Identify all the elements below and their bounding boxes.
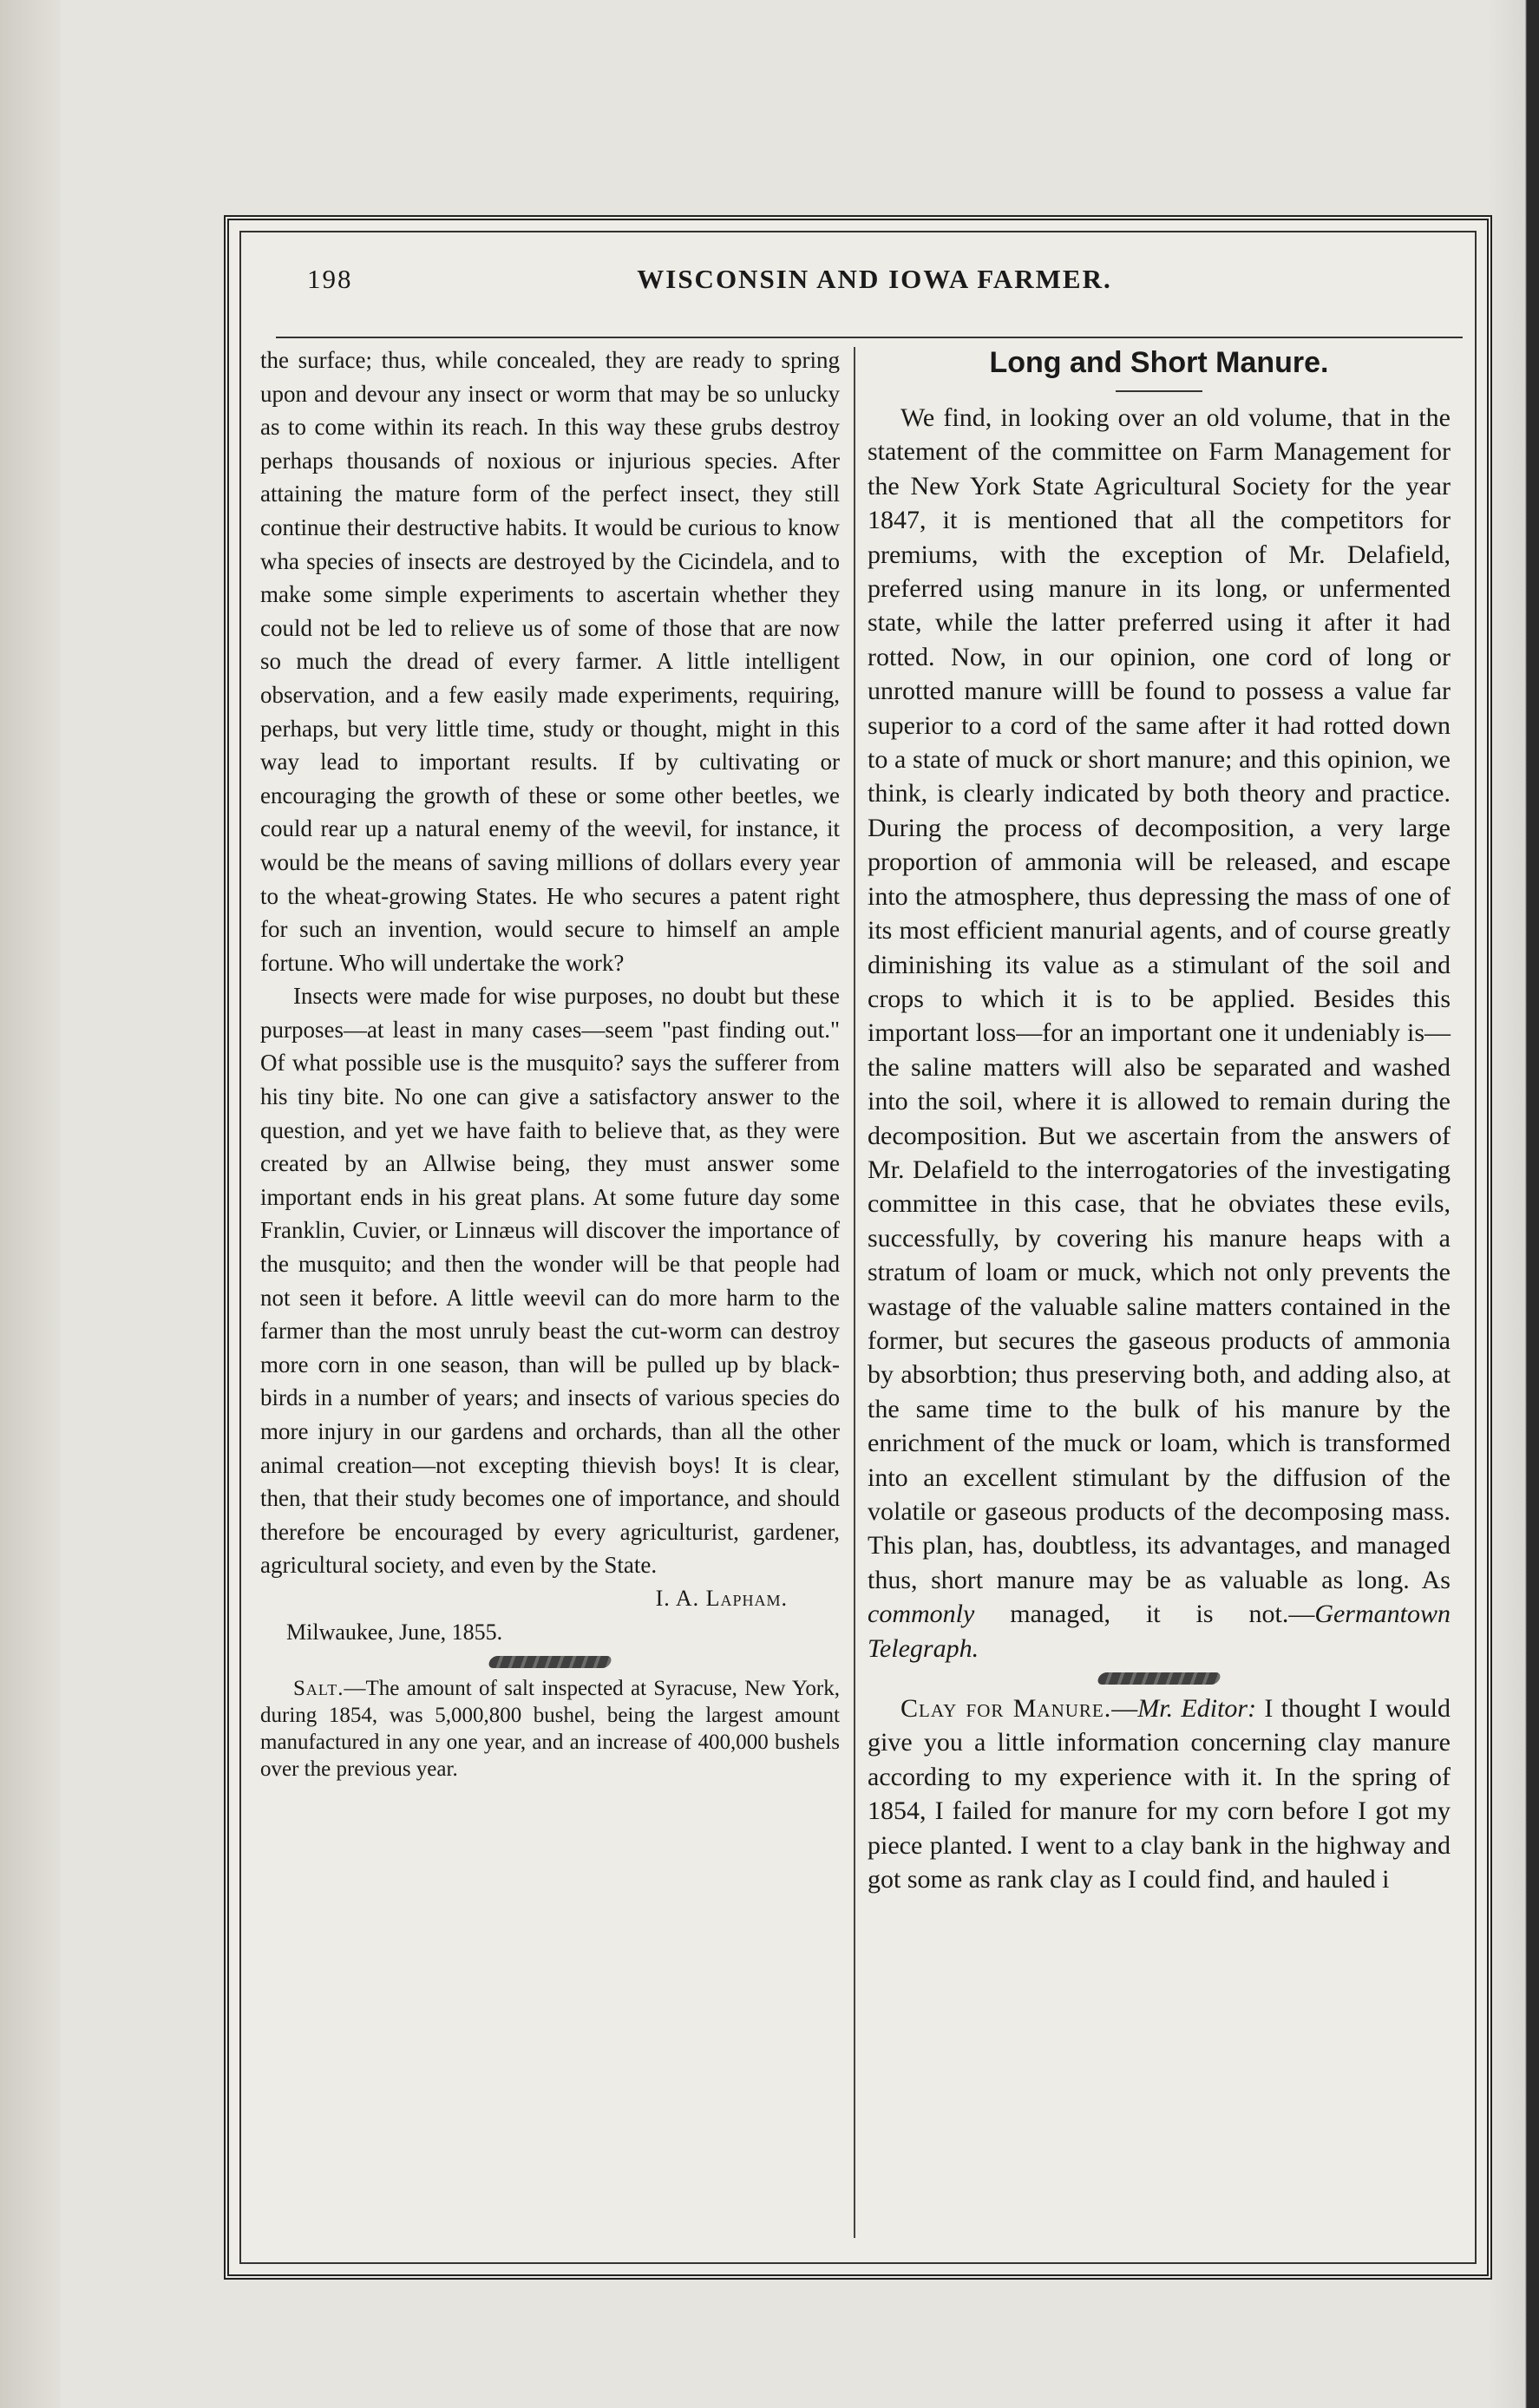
left-column bbox=[260, 344, 840, 1783]
place-date: Milwaukee, June, 1855. bbox=[286, 1619, 503, 1645]
clay-text: I thought I would give you a little information concerning clay manure according to my experience with it. In the spring of 1854, I failed for manure for my corn before I got my piece planted. I went to a clay bank in the highway and got some as rank clay as I could find, and hauled i bbox=[868, 1694, 1451, 1894]
header-rule bbox=[276, 337, 1463, 338]
clay-lead: Clay for Manure. bbox=[900, 1694, 1112, 1724]
right-column bbox=[868, 344, 1451, 1896]
clay-dash: — bbox=[1111, 1694, 1138, 1724]
scan-left-margin bbox=[0, 0, 61, 2408]
salt-lead: Salt. bbox=[293, 1677, 344, 1701]
manure-paragraph bbox=[868, 401, 1451, 1665]
page-number: 198 bbox=[307, 264, 353, 294]
salt-text: —The amount of salt inspected at Syracuse, New York, during 1854, was 5,000,800 bushel, being the largest amount manufactured in any one year, and an increase of 400,000 bushels over the previous year. bbox=[260, 1677, 840, 1782]
article-title: Long and Short Manure. bbox=[989, 346, 1329, 379]
manure-text-end: managed, it is not.— bbox=[974, 1600, 1315, 1629]
salt-notice bbox=[260, 1675, 840, 1783]
author-signature: I. A. Lapham. bbox=[655, 1585, 788, 1611]
emphasis-commonly: commonly bbox=[868, 1600, 975, 1629]
column-divider bbox=[854, 347, 855, 2238]
clay-paragraph bbox=[868, 1691, 1451, 1896]
section-ornament bbox=[487, 1656, 612, 1668]
lapham-paragraph-2: Insects were made for wise purposes, no doubt but these purposes—at least in many cases—seem "past finding out." Of what possible use is the musquito? says the sufferer from his tiny bite. No one can give a satisfactory answer to the question, and yet we have faith to believe that, as they were created by an Allwise being, they must answer some important ends in his great plans. At some future day some Franklin, Cuvier, or Linnæus will discover the importance of the musquito; and then the wonder will be that people had not seen it before. A little weevil can do more harm to the farmer than the most unruly beast the cut-worm can destroy more corn in one season, than will be pulled up by black-birds in a number of years; and insects of various species do more injury in our gardens and orchards, than all the other animal creation—not excepting thievish boys! It is clear, then, that their study becomes one of importance, and should therefore be encouraged by every agriculturist, gardener, agricultural society, and even by the State. bbox=[260, 983, 840, 1579]
manure-text: We find, in looking over an old volume, that in the statement of the committee on Farm Management for the New York State Agricultural Society for the year 1847, it is mentioned that all the competitors for premiums, with the exception of Mr. Delafield, preferred using manure in its long, or unfermented state, while the latter preferred using it after it had rotted. Now, in our opinion, one cord of long or unrotted manure willl be found to possess a value far superior to a cord of the same after it had rotted down to a state of muck or short manure; and this opinion, we think, is clearly indicated by both theory and practice. During the process of decomposition, a very large proportion of ammonia will be released, and escape into the atmosphere, thus depressing the mass of one of its most efficient manurial agents, and of course greatly diminishing its value as a stimulant of the soil and crops to which it is to be applied. Besides this important loss—for an important one it undeniably is—the saline matters will also be separated and washed into the soil, where it is allowed to remain during the decomposition. But we ascertain from the answers of Mr. Delafield to the interrogatories of the investigating committee in this case, that he obviates these evils, successfully, by covering his manure heaps with a stratum of loam or muck, which not only prevents the wastage of the valuable saline matters contained in the former, but secures the gaseous products of ammonia by absorbtion; thus preserving both, and adding also, at the same time to the bulk of his manure by the enrichment of the muck or loam, which is transformed into an excellent stimulant by the diffusion of the volatile or gaseous products of the decomposing mass. This plan, has, doubtless, its advantages, and managed thus, short manure may be as valuable as long. As bbox=[868, 403, 1451, 1594]
source-credit: Germantown Telegraph. bbox=[868, 1600, 1451, 1663]
title-rule bbox=[1116, 390, 1202, 392]
section-ornament-right bbox=[1096, 1672, 1221, 1685]
lapham-paragraph-1: the surface; thus, while concealed, they are ready to spring upon and devour any insect or worm that may be so unlucky as to come within its reach. In this way these grubs destroy perhaps thousands of noxious or injurious species. After attaining the mature form of the perfect insect, they still continue their destructive habits. It would be curious to know wha species of insects are destroyed by the Cicindela, and to make some simple experiments to ascertain whether they could not be led to relieve us of some of those that are now so much the dread of every farmer. A little intelligent observation, and a few easily made experiments, requiring, perhaps, but very little time, study or thought, might in this way lead to important results. If by cultivating or encouraging the growth of these or some other beetles, we could rear up a natural enemy of the weevil, for instance, it would be the means of saving millions of dollars every year to the wheat-growing States. He who secures a patent right for such an invention, would secure to himself an ample fortune. Who will undertake the work? bbox=[260, 347, 840, 976]
running-head bbox=[286, 257, 1463, 300]
scan-right-margin bbox=[1487, 0, 1539, 2408]
clay-salutation: Mr. Editor: bbox=[1137, 1694, 1257, 1724]
journal-title: WISCONSIN AND IOWA FARMER. bbox=[637, 264, 1112, 294]
